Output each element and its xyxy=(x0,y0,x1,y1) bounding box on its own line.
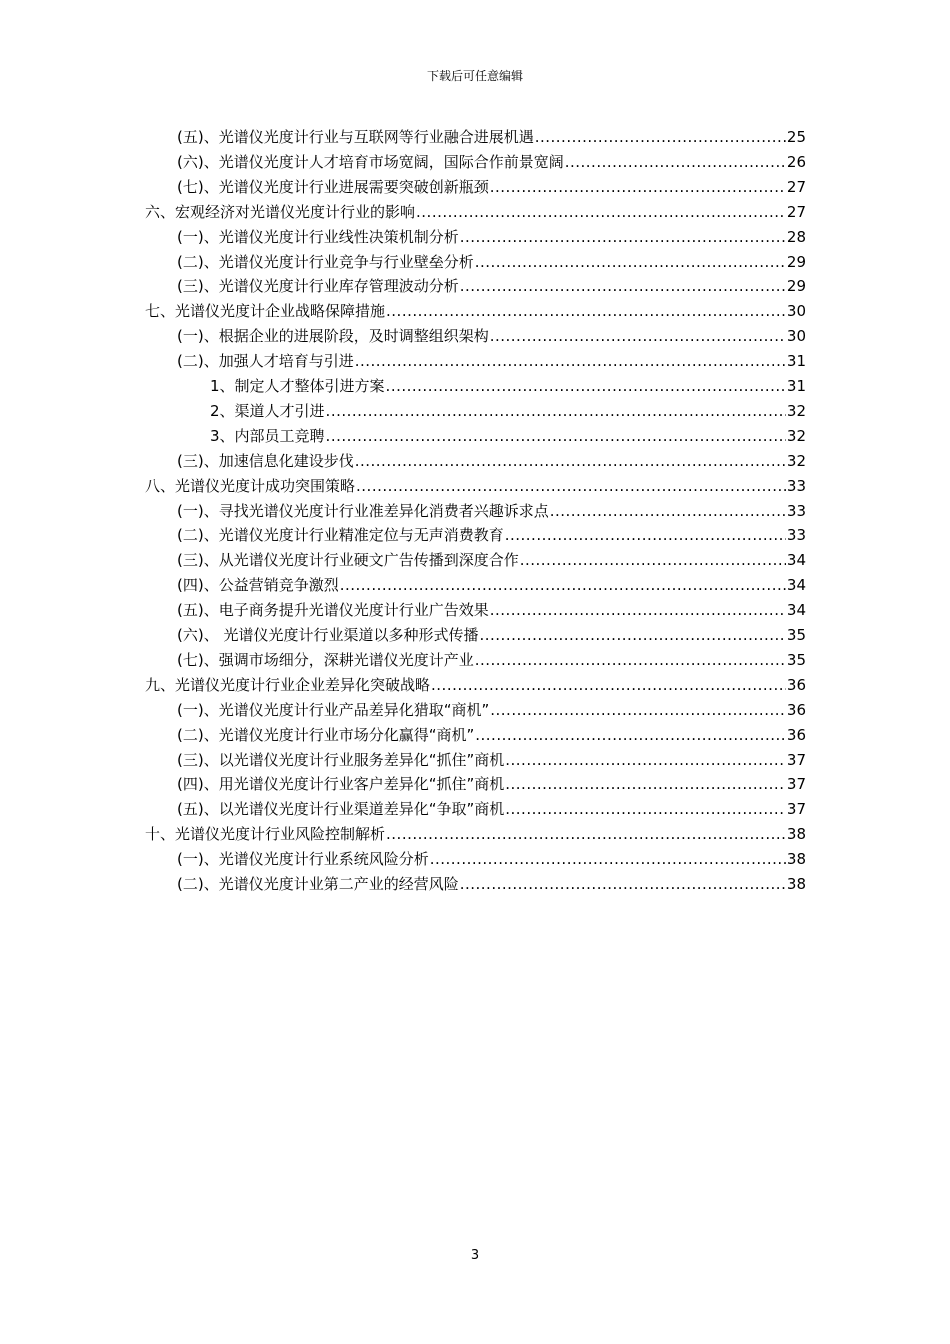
toc-dot-leader xyxy=(475,250,786,275)
toc-dot-leader xyxy=(326,399,786,424)
toc-dot-leader xyxy=(479,623,785,648)
toc-entry-page: 38 xyxy=(786,875,806,893)
toc-entry-title: (一)、光谱仪光度计行业线性决策机制分析 xyxy=(177,227,459,246)
toc-entry-page: 38 xyxy=(786,825,806,844)
toc-entry[interactable] xyxy=(210,399,806,424)
toc-entry-page: 32 xyxy=(786,401,806,420)
toc-entry-page: 34 xyxy=(786,601,806,620)
toc-entry-page: 30 xyxy=(786,327,806,346)
toc-entry-page: 31 xyxy=(786,377,806,395)
toc-entry-title: (二)、光谱仪光度计行业市场分化赢得“商机” xyxy=(177,725,475,744)
toc-entry-title: (一)、光谱仪光度计行业产品差异化猎取“商机” xyxy=(177,700,490,719)
toc-dot-leader xyxy=(505,523,786,548)
toc-dot-leader xyxy=(460,225,786,250)
toc-entry-page: 37 xyxy=(786,775,806,794)
toc-entry-page: 26 xyxy=(786,152,806,171)
toc-dot-leader xyxy=(535,125,786,150)
toc-entry-page: 32 xyxy=(786,426,806,445)
toc-entry-page: 33 xyxy=(786,501,806,520)
toc-entry-title: (二)、光谱仪光度计业第二产业的经营风险 xyxy=(177,875,459,893)
toc-dot-leader xyxy=(550,499,786,524)
toc-entry-page: 36 xyxy=(786,725,806,744)
toc-dot-leader xyxy=(340,573,786,598)
toc-entry-title: 九、光谱仪光度计行业企业差异化突破战略 xyxy=(145,675,431,694)
toc-entry-title: (一)、寻找光谱仪光度计行业准差异化消费者兴趣诉求点 xyxy=(177,501,549,520)
toc-entry-page: 34 xyxy=(786,576,806,595)
toc-entry-page: 27 xyxy=(786,177,806,196)
toc-dot-leader xyxy=(505,748,786,773)
toc-entry-title: (一)、光谱仪光度计行业系统风险分析 xyxy=(177,850,429,869)
toc-entry-title: (二)、光谱仪光度计行业精准定位与无声消费教育 xyxy=(177,526,504,545)
toc-dot-leader xyxy=(565,150,786,175)
toc-dot-leader xyxy=(356,474,786,499)
toc-entry-page: 36 xyxy=(786,675,806,694)
toc-entry[interactable] xyxy=(177,499,806,524)
page-header: 下载后可任意编辑 xyxy=(426,69,523,83)
toc-entry-title: (七)、强调市场细分，深耕光谱仪光度计产业 xyxy=(177,650,474,669)
toc-entry-title: 十、光谱仪光度计行业风险控制解析 xyxy=(145,825,386,844)
toc-dot-leader xyxy=(490,324,786,349)
toc-entry-page: 37 xyxy=(786,800,806,819)
toc-entry[interactable] xyxy=(177,125,806,150)
toc-entry-page: 35 xyxy=(786,626,806,644)
toc-entry-page: 27 xyxy=(786,202,806,221)
toc-entry[interactable] xyxy=(145,474,806,499)
toc-entry-title: 3、内部员工竞聘 xyxy=(210,426,325,445)
toc-dot-leader xyxy=(386,374,786,399)
toc-entry-page: 36 xyxy=(786,700,806,719)
toc-entry[interactable] xyxy=(177,847,806,872)
toc-entry-page: 25 xyxy=(786,128,806,146)
toc-entry[interactable] xyxy=(177,723,806,748)
toc-dot-leader xyxy=(505,797,786,822)
toc-entry[interactable] xyxy=(177,598,806,623)
page-number: 3 xyxy=(470,1248,480,1263)
toc-entry-title: (三)、光谱仪光度计行业库存管理波动分析 xyxy=(177,277,459,296)
toc-entry-title: (四)、公益营销竞争激烈 xyxy=(177,576,339,595)
toc-dot-leader xyxy=(430,847,786,872)
toc-entry-title: 八、光谱仪光度计成功突围策略 xyxy=(145,476,356,495)
toc-dot-leader xyxy=(490,598,786,623)
toc-entry[interactable] xyxy=(145,822,806,847)
toc-entry-page: 35 xyxy=(786,650,806,669)
toc-entry-title: (三)、加速信息化建设步伐 xyxy=(177,451,354,470)
toc-entry[interactable] xyxy=(145,200,806,225)
toc-entry[interactable] xyxy=(177,175,806,200)
toc-entry[interactable] xyxy=(177,573,806,598)
toc-entry[interactable] xyxy=(177,648,806,673)
toc-entry-title: 六、宏观经济对光谱仪光度计行业的影响 xyxy=(145,202,416,221)
toc-entry[interactable] xyxy=(145,673,806,698)
toc-dot-leader xyxy=(431,673,786,698)
toc-entry[interactable] xyxy=(177,623,806,648)
toc-entry-title: (六)、 光谱仪光度计行业渠道以多种形式传播 xyxy=(177,626,479,644)
toc-dot-leader xyxy=(490,175,786,200)
toc-entry-page: 28 xyxy=(786,227,806,246)
toc-entry-title: (二)、光谱仪光度计行业竞争与行业壁垒分析 xyxy=(177,252,474,271)
toc-entry[interactable] xyxy=(177,698,806,723)
toc-entry-title: (三)、从光谱仪光度计行业硬文广告传播到深度合作 xyxy=(177,551,519,570)
toc-entry[interactable] xyxy=(177,349,806,374)
toc-entry-page: 29 xyxy=(786,252,806,271)
toc-entry-title: (五)、以光谱仪光度计行业渠道差异化“争取”商机 xyxy=(177,800,505,819)
toc-dot-leader xyxy=(475,723,786,748)
toc-dot-leader xyxy=(505,772,786,797)
toc-entry-page: 34 xyxy=(786,551,806,570)
toc-entry-title: (七)、光谱仪光度计行业进展需要突破创新瓶颈 xyxy=(177,177,489,196)
toc-entry[interactable] xyxy=(145,299,806,324)
toc-dot-leader xyxy=(355,349,786,374)
toc-entry-page: 37 xyxy=(786,750,806,769)
toc-entry[interactable] xyxy=(210,424,806,449)
toc-entry-title: (五)、电子商务提升光谱仪光度计行业广告效果 xyxy=(177,601,489,620)
toc-entry[interactable] xyxy=(177,250,806,275)
toc-entry-title: 七、光谱仪光度计企业战略保障措施 xyxy=(145,302,386,321)
toc-entry-title: (五)、光谱仪光度计行业与互联网等行业融合进展机遇 xyxy=(177,128,534,146)
toc-entry-page: 32 xyxy=(786,451,806,470)
toc-entry-title: (四)、用光谱仪光度计行业客户差异化“抓住”商机 xyxy=(177,775,505,794)
toc-dot-leader xyxy=(416,200,786,225)
toc-entry-title: (六)、光谱仪光度计人才培育市场宽阔，国际合作前景宽阔 xyxy=(177,152,564,171)
toc-dot-leader xyxy=(386,299,786,324)
toc-entry[interactable] xyxy=(177,772,806,797)
toc-entry[interactable] xyxy=(177,748,806,773)
toc-dot-leader xyxy=(386,822,786,847)
toc-dot-leader xyxy=(460,274,786,299)
toc-dot-leader xyxy=(490,698,786,723)
toc-entry[interactable] xyxy=(210,374,806,399)
toc-entry[interactable] xyxy=(177,523,806,548)
toc-entry[interactable] xyxy=(177,274,806,299)
toc-dot-leader xyxy=(520,548,786,573)
toc-entry-page: 29 xyxy=(786,277,806,296)
toc-entry-title: 2、渠道人才引进 xyxy=(210,401,325,420)
toc-entry-page: 33 xyxy=(786,476,806,495)
toc-entry-title: (三)、以光谱仪光度计行业服务差异化“抓住”商机 xyxy=(177,750,505,769)
toc-entry-title: (二)、加强人才培育与引进 xyxy=(177,352,354,371)
toc-dot-leader xyxy=(355,449,786,474)
toc-dot-leader xyxy=(475,648,786,673)
toc-entry-title: 1、制定人才整体引进方案 xyxy=(210,377,385,395)
toc-entry[interactable] xyxy=(177,324,806,349)
toc-entry[interactable] xyxy=(177,225,806,250)
toc-entry[interactable] xyxy=(177,548,806,573)
toc-entry[interactable] xyxy=(177,150,806,175)
toc-entry-page: 38 xyxy=(786,850,806,869)
toc-dot-leader xyxy=(326,424,786,449)
toc-entry[interactable] xyxy=(177,449,806,474)
toc-entry-page: 33 xyxy=(786,526,806,545)
toc-dot-leader xyxy=(460,872,786,897)
toc-entry-title: (一)、根据企业的进展阶段，及时调整组织架构 xyxy=(177,327,489,346)
toc-entry-page: 30 xyxy=(786,302,806,321)
toc-entry[interactable] xyxy=(177,797,806,822)
toc-entry[interactable] xyxy=(177,872,806,897)
toc-entry-page: 31 xyxy=(786,352,806,371)
